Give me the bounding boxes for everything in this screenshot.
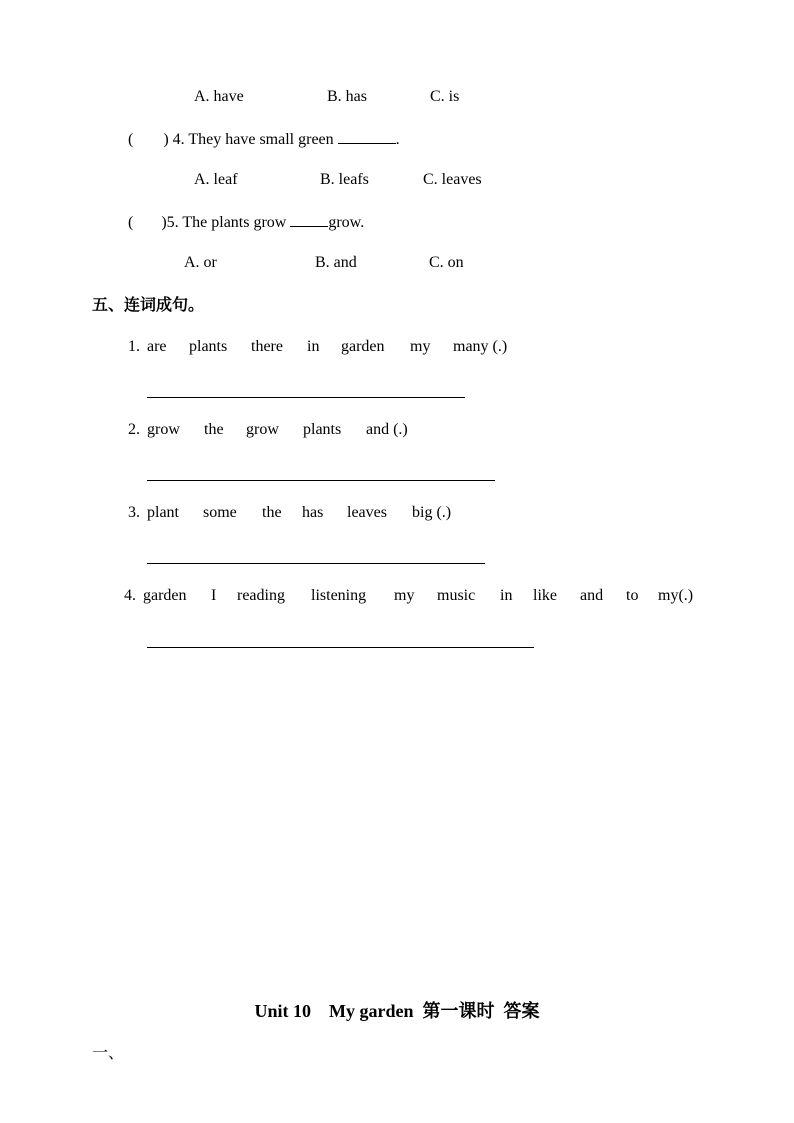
word-tile: in — [500, 587, 513, 604]
q4-option-a: A. leaf — [194, 171, 238, 188]
answer-section-1-heading: 一、 — [92, 1043, 125, 1062]
q5-option-a: A. or — [184, 254, 217, 271]
q4-option-b: B. leafs — [320, 171, 369, 188]
q3-option-c: C. is — [430, 88, 460, 105]
word-tile: my — [410, 338, 431, 355]
word-tile: garden — [143, 587, 187, 604]
word-tile: to — [626, 587, 639, 604]
word-tile: listening — [311, 587, 367, 604]
word-tile: leaves — [347, 504, 387, 521]
answer-key-title: Unit 10 My garden 第一课时 答案 — [254, 1001, 540, 1021]
word-tile: music — [437, 587, 476, 604]
answer-line-4[interactable] — [147, 647, 534, 648]
item-3-number: 3. — [128, 504, 140, 521]
q5-after: grow. — [328, 214, 365, 231]
word-tile: reading — [237, 587, 285, 604]
section-5-heading: 五、连词成句。 — [92, 295, 205, 314]
word-tile: the — [204, 421, 224, 438]
q5-open-paren: ( — [128, 214, 134, 231]
word-tile: I — [211, 587, 217, 604]
q4-open-paren: ( — [128, 131, 134, 148]
word-tile: plants — [303, 421, 342, 438]
q4-text: ) 4. They have small green — [163, 131, 334, 148]
word-tile: the — [262, 504, 282, 521]
q5-option-c: C. on — [429, 254, 464, 271]
q5-text: )5. The plants grow — [161, 214, 287, 231]
answer-line-1[interactable] — [147, 397, 465, 398]
q5-blank[interactable] — [290, 212, 328, 227]
word-tile: there — [251, 338, 283, 355]
question-4 — [128, 129, 400, 150]
q4-option-c: C. leaves — [423, 171, 482, 188]
item-1-number: 1. — [128, 338, 140, 355]
q3-option-b: B. has — [327, 88, 367, 105]
word-tile: has — [302, 504, 324, 521]
word-tile: my — [394, 587, 415, 604]
answer-line-3[interactable] — [147, 563, 485, 564]
q5-option-b: B. and — [315, 254, 357, 271]
q4-period: . — [395, 131, 400, 148]
word-tile: like — [533, 587, 557, 604]
q4-blank[interactable] — [338, 129, 396, 144]
answer-line-2[interactable] — [147, 480, 495, 481]
item-4-number: 4. — [124, 587, 136, 604]
word-tile: my(.) — [658, 587, 694, 604]
q3-option-a: A. have — [194, 88, 244, 105]
word-tile: and — [580, 587, 604, 604]
word-tile: big (.) — [412, 504, 452, 521]
word-tile: many (.) — [453, 338, 508, 355]
question-5 — [128, 212, 364, 233]
word-tile: are — [147, 338, 167, 355]
word-tile: some — [203, 504, 237, 521]
word-tile: plant — [147, 504, 179, 521]
word-tile: grow — [147, 421, 180, 438]
word-tile: plants — [189, 338, 228, 355]
word-tile: grow — [246, 421, 279, 438]
word-tile: in — [307, 338, 320, 355]
word-tile: and (.) — [366, 421, 408, 438]
item-2-number: 2. — [128, 421, 140, 438]
word-tile: garden — [341, 338, 385, 355]
